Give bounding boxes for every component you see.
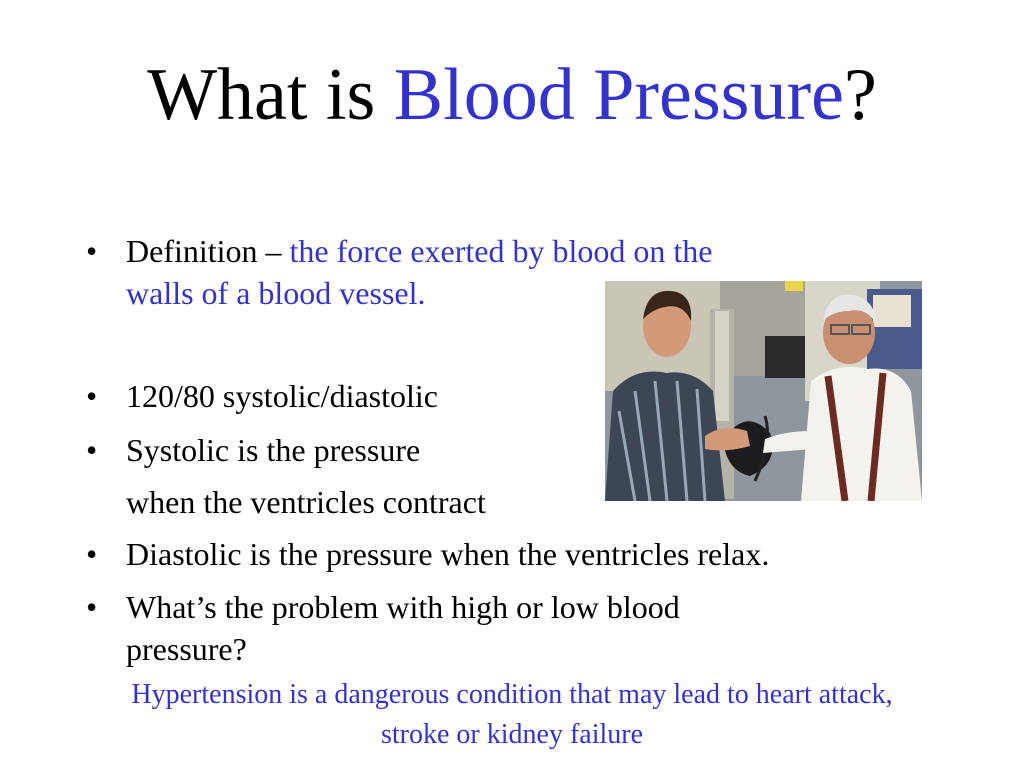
definition-text: the force exerted by blood on the — [289, 233, 713, 269]
problem-text-continued: pressure? — [126, 631, 247, 667]
bullet-problem-text: What’s the problem with high or low blood — [126, 589, 680, 625]
blood-pressure-photo — [605, 281, 922, 501]
definition-text-continued: walls of a blood vessel. — [126, 275, 426, 311]
bullet-reading-text: 120/80 systolic/diastolic — [126, 378, 438, 414]
hypertension-note-line1: Hypertension is a dangerous condition that may lead to heart attack, — [131, 679, 893, 710]
bullet-definition-line1 — [126, 230, 712, 272]
systolic-text-continued: when the ventricles contract — [126, 484, 486, 520]
bullet-dot: • — [86, 589, 98, 625]
hypertension-note-line2: stroke or kidney failure — [380, 719, 644, 750]
bullet-systolic-text: Systolic is the pressure — [126, 432, 421, 468]
bullet-dot: • — [86, 432, 98, 468]
bullet-dot: • — [86, 536, 98, 572]
hypertension-note — [0, 675, 1024, 755]
title-prefix: What is — [147, 54, 394, 136]
definition-label: Definition – — [126, 233, 290, 269]
title-suffix: ? — [843, 54, 877, 136]
bullet-dot: • — [86, 378, 98, 414]
bullet-dot: • — [86, 233, 98, 269]
photo-illustration — [605, 281, 922, 501]
bullet-diastolic-text: Diastolic is the pressure when the ventricles relax. — [126, 536, 770, 572]
title-highlight: Blood Pressure — [393, 54, 844, 136]
slide-title — [0, 54, 1024, 136]
